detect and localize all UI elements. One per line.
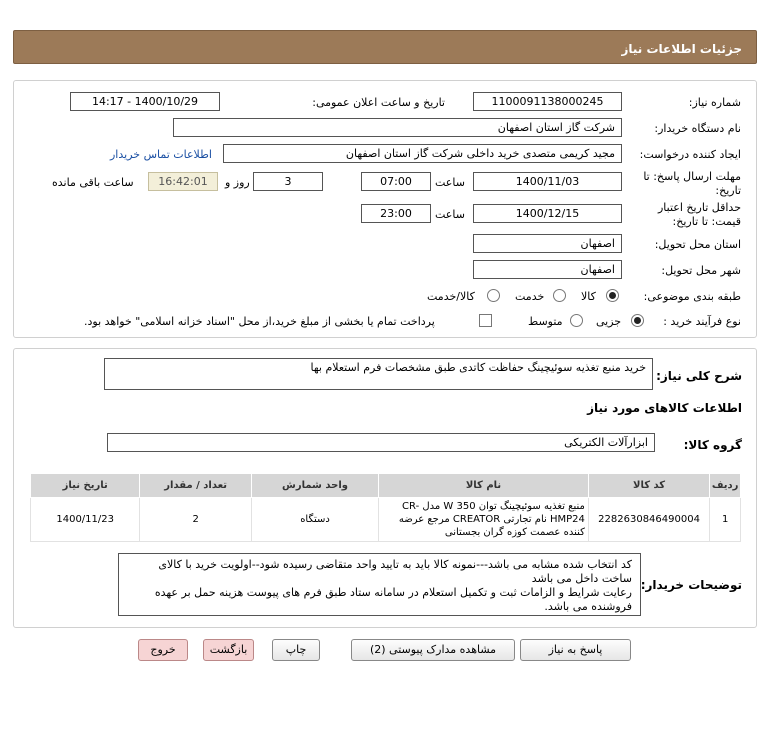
table-row <box>31 498 741 542</box>
reply-deadline-time: 07:00 <box>361 172 431 191</box>
print-button[interactable]: چاپ <box>272 639 320 661</box>
goods-group-label: گروه کالا: <box>683 438 742 452</box>
buyer-org-field: شرکت گاز استان اصفهان <box>173 118 622 137</box>
col-name: نام کالا <box>379 474 589 498</box>
process-radio-medium[interactable] <box>570 314 583 327</box>
goods-group-field: ابزارآلات الکتریکی <box>107 433 655 452</box>
reply-days-label: روز و <box>225 176 250 189</box>
remaining-time-label: ساعت باقی مانده <box>52 176 134 189</box>
delivery-province-label: استان محل تحویل: <box>654 238 741 251</box>
reply-days-field: 3 <box>253 172 323 191</box>
summary-label: شرح کلی نیاز: <box>656 369 742 383</box>
delivery-province-field: اصفهان <box>473 234 622 253</box>
buyer-contact-link[interactable]: اطلاعات تماس خریدار <box>110 148 212 161</box>
treasury-payment-checkbox[interactable] <box>479 314 492 327</box>
buyer-notes-field: کد انتخاب شده مشابه می باشد---نمونه کالا باید به تایید واحد متقاضی رسیده شود--اولویت خرید با کالای ساخت داخل می باشد رعایت شرایط و الزامات ثبت و تکمیل استعلام در سامانه ستاد طبق فرم های پیوست هزینه حمل بر عهده فروشنده می باشد. <box>118 553 641 616</box>
process-option-medium: متوسط <box>528 315 563 328</box>
price-validity-time-label: ساعت <box>435 208 465 221</box>
category-option-service: خدمت <box>515 290 545 303</box>
announce-datetime-field: 1400/10/29 - 14:17 <box>70 92 220 111</box>
delivery-city-field: اصفهان <box>473 260 622 279</box>
process-radio-minor[interactable] <box>631 314 644 327</box>
category-option-goods: کالا <box>581 290 596 303</box>
delivery-city-label: شهر محل تحویل: <box>661 264 741 277</box>
price-validity-label-1: حداقل تاریخ اعتبار <box>657 201 741 214</box>
reply-deadline-label-1: مهلت ارسال پاسخ: تا <box>643 170 741 183</box>
reply-deadline-label-2: تاریخ: <box>715 184 741 197</box>
cell-code: 2282630846490004 <box>588 498 709 542</box>
col-date: تاریخ نیاز <box>31 474 140 498</box>
buyer-org-label: نام دستگاه خریدار: <box>654 122 741 135</box>
need-number-field: 1100091138000245 <box>473 92 622 111</box>
cell-qty: 2 <box>140 498 252 542</box>
price-validity-label-2: قیمت: تا تاریخ: <box>672 215 741 228</box>
cell-unit: دستگاه <box>251 498 378 542</box>
process-option-minor: جزیی <box>596 315 622 328</box>
buyer-notes-label: توضیحات خریدار: <box>640 578 742 592</box>
back-button[interactable]: بازگشت <box>203 639 254 661</box>
goods-table <box>30 473 741 542</box>
category-radio-goods-service[interactable] <box>487 289 500 302</box>
cell-row: 1 <box>710 498 741 542</box>
reply-deadline-date: 1400/11/03 <box>473 172 622 191</box>
summary-field: خرید منبع تغذیه سوئیچینگ حفاظت کاتدی طبق مشخصات فرم استعلام بها <box>104 358 653 390</box>
col-qty: تعداد / مقدار <box>140 474 252 498</box>
requester-field: مجید کریمی متصدی خرید داخلی شرکت گاز استان اصفهان <box>223 144 622 163</box>
page-header <box>13 30 757 64</box>
price-validity-date: 1400/12/15 <box>473 204 622 223</box>
reply-button[interactable]: پاسخ به نیاز <box>520 639 631 661</box>
category-radio-goods[interactable] <box>606 289 619 302</box>
treasury-payment-note: پرداخت تمام یا بخشی از مبلغ خرید،از محل "اسناد خزانه اسلامی" خواهد بود. <box>84 315 435 328</box>
view-documents-button[interactable]: مشاهده مدارک پیوستی (2) <box>351 639 515 661</box>
process-type-label: نوع فرآیند خرید : <box>663 315 741 328</box>
announce-datetime-label: تاریخ و ساعت اعلان عمومی: <box>312 96 445 109</box>
need-number-label: شماره نیاز: <box>688 96 741 109</box>
category-option-goods-service: کالا/خدمت <box>427 290 475 303</box>
cell-name: منبع تغذیه سوئیچینگ توان W 350 مدل CR-HMP24 نام تجارتی CREATOR مرجع عرضه کننده عصمت کوزه گران بجستانی <box>379 498 589 542</box>
exit-button[interactable]: خروج <box>138 639 188 661</box>
requester-label: ایجاد کننده درخواست: <box>639 148 741 161</box>
page-title: جزئیات اطلاعات نیاز <box>621 42 742 56</box>
remaining-time-field: 16:42:01 <box>148 172 218 191</box>
category-label: طبقه بندی موضوعی: <box>643 290 741 303</box>
category-radio-service[interactable] <box>553 289 566 302</box>
goods-section-title: اطلاعات کالاهای مورد نیاز <box>587 401 742 415</box>
col-unit: واحد شمارش <box>251 474 378 498</box>
col-code: کد کالا <box>588 474 709 498</box>
cell-date: 1400/11/23 <box>31 498 140 542</box>
price-validity-time: 23:00 <box>361 204 431 223</box>
reply-deadline-time-label: ساعت <box>435 176 465 189</box>
col-row: ردیف <box>710 474 741 498</box>
goods-table-header <box>31 474 741 498</box>
